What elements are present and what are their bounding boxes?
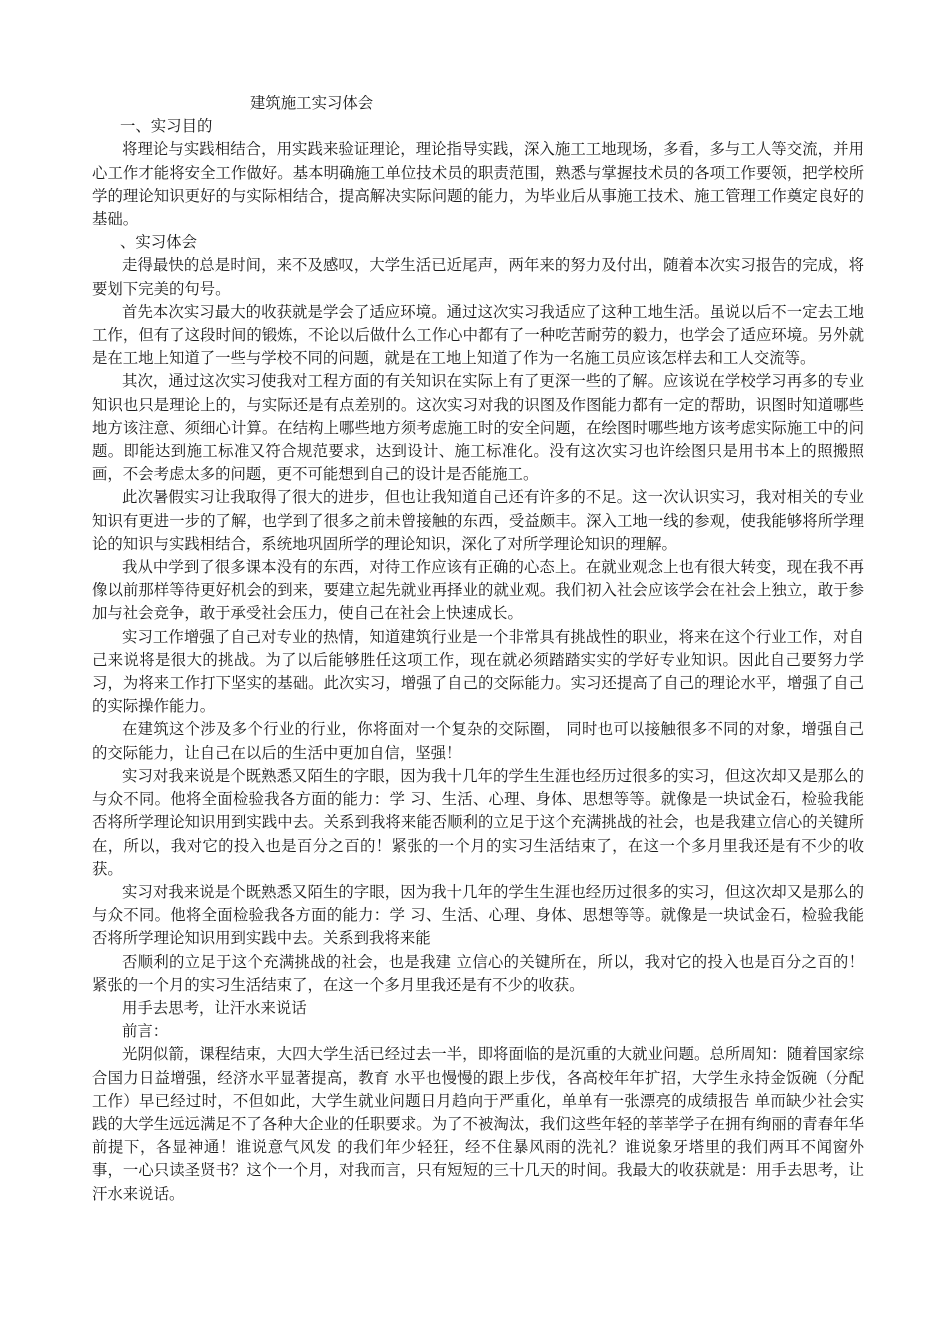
paragraph: 否顺利的立足于这个充满挑战的社会，也是我建 立信心的关键所在，所以，我对它的投入也是百分之百的！紧张的一个月的实习生活结束了，在这一个多月里我还是有不少的收获。 [92, 952, 864, 994]
paragraph: 其次，通过这次实习使我对工程方面的有关知识在实际上有了更深一些的了解。应该说在学校学习再多的专业知识也只是理论上的，与实际还是有点差别的。这次实习对我的识图及作图能力都有一定的帮助，识图时知道哪些地方该注意、须细心计算。在结构上哪些地方须考虑施工时的安全问题，在绘图时哪些地方该考虑实际施工中的问题。即能达到施工标准又符合规范要求，达到设计、施工标准化。没有这次实习也许绘图只是用书本上的照搬照画，不会考虑太多的问题，更不可能想到自己的设计是否能施工。 [92, 372, 864, 484]
document-page [92, 92, 864, 1206]
paragraph: 走得最快的总是时间，来不及感叹，大学生活已近尾声，两年来的努力及付出，随着本次实习报告的完成，将要划下完美的句号。 [92, 256, 864, 298]
paragraph: 实习工作增强了自己对专业的热情，知道建筑行业是一个非常具有挑战性的职业，将来在这个行业工作，对自己来说将是很大的挑战。为了以后能够胜任这项工作，现在就必须踏踏实实的学好专业知识。因此自己要努力学习，为将来工作打下坚实的基础。此次实习，增强了自己的交际能力。实习还提高了自己的理论水平，增强了自己的实际操作能力。 [92, 627, 864, 716]
document-body [92, 115, 864, 1206]
paragraph: 此次暑假实习让我取得了很大的进步，但也让我知道自己还有许多的不足。这一次认识实习，我对相关的专业知识有更进一步的了解，也学到了很多之前未曾接触的东西，受益颇丰。深入工地一线的参观，使我能够将所学理论的知识与实践相结合，系统地巩固所学的理论知识，深化了对所学理论知识的理解。 [92, 488, 864, 553]
paragraph: 前言： [122, 1022, 169, 1041]
paragraph: 我从中学到了很多课本没有的东西，对待工作应该有正确的心态上。在就业观念上也有很大转变，现在我不再像以前那样等待更好机会的到来，要建立起先就业再择业的就业观。我们初入社会应该学会在社会上独立，敢于参加与社会竞争，敢于承受社会压力，使自己在社会上快速成长。 [92, 558, 864, 623]
paragraph: 将理论与实践相结合，用实践来验证理论，理论指导实践，深入施工工地现场，多看，多与工人等交流，并用心工作才能将安全工作做好。基本明确施工单位技术员的职责范围，熟悉与掌握技术员的各项工作要领，把学校所学的理论知识更好的与实际相结合，提高解决实际问题的能力，为毕业后从事施工技术、施工管理工作奠定良好的基础。 [92, 140, 864, 229]
paragraph: 首先本次实习最大的收获就是学会了适应环境。通过这次实习我适应了这种工地生活。虽说以后不一定去工地工作，但有了这段时间的锻炼，不论以后做什么工作心中都有了一种吃苦耐劳的毅力，也学会了适应环境。另外就是在工地上知道了一些与学校不同的问题，就是在工地上知道了作为一名施工员应该怎样去和工人交流等。 [92, 302, 864, 368]
document-title: 建筑施工实习体会 [250, 94, 374, 112]
section-heading: 、实习体会 [120, 233, 197, 252]
paragraph: 光阴似箭，课程结束，大四大学生活已经过去一半，即将面临的是沉重的大就业问题。总所周知：随着国家综合国力日益增强，经济水平显著提高，教育 水平也慢慢的跟上步伐，各高校年年扩招，大学生永持金饭碗（分配工作）早已经过时，不但如此，大学生就业问题日月趋向于严重化，单单有一张漂亮的成绩报告 单而缺少社会实践的大学生远远满足不了各种大企业的任职要求。为了不被淘汰，我们这些年轻的莘莘学子在拥有绚丽的青春年华前提下，各显神通！谁说意气风发 的我们年少轻狂，经不住暴风雨的洗礼？谁说象牙塔里的我们两耳不闻窗外事，一心只读圣贤书？这个一个月，对我而言，只有短短的三十几天的时间。我最大的收获就是：用手去思考，让汗水来说话。 [92, 1045, 864, 1203]
paragraph: 用手去思考，让汗水来说话 [122, 998, 307, 1017]
paragraph: 实习对我来说是个既熟悉又陌生的字眼，因为我十几年的学生生涯也经历过很多的实习，但这次却又是那么的与众不同。他将全面检验我各方面的能力：学 习、生活、心理、身体、思想等等。就像是一块试金石，检验我能否将所学理论知识用到实践中去。关系到我将来能 [92, 882, 864, 948]
section-heading: 一、实习目的 [120, 117, 213, 136]
paragraph: 在建筑这个涉及多个行业的行业，你将面对一个复杂的交际圈， 同时也可以接触很多不同的对象，增强自己的交际能力，让自己在以后的生活中更加自信，坚强！ [92, 720, 864, 762]
paragraph: 实习对我来说是个既熟悉又陌生的字眼，因为我十几年的学生生涯也经历过很多的实习，但这次却又是那么的与众不同。他将全面检验我各方面的能力：学 习、生活、心理、身体、思想等等。就像是一块试金石，检验我能否将所学理论知识用到实践中去。关系到我将来能否顺利的立足于这个充满挑战的社会，也是我建立信心的关键所在，所以，我对它的投入也是百分之百的！紧张的一个月的实习生活结束了，在这一个多月里我还是有不少的收获。 [92, 766, 864, 878]
